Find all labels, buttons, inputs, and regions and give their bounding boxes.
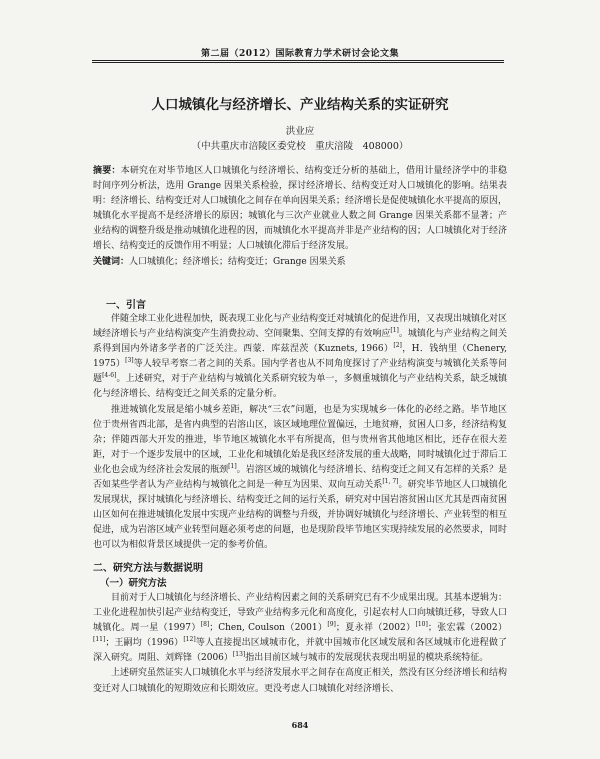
header-rule-top	[92, 60, 504, 61]
intro-paragraph-2	[93, 403, 507, 554]
keywords-label: 关键词：	[93, 256, 130, 267]
methods-p1-text-g: 指出目前区域与城市的发展现状表现出明显的模块系统特征。	[245, 653, 489, 664]
page-number: 684	[291, 720, 309, 730]
citation-ref: [1]	[390, 327, 399, 335]
abstract-block	[93, 164, 507, 270]
citation-ref: [10]	[415, 621, 428, 629]
methods-p1-text-b: ；Chen, Coulson（2001）	[209, 623, 328, 634]
intro-p1-text-b: 。城镇化与产业结构之间关系得到国内外诸多学者的广泛关注。西蒙．库兹涅茨（Kuznets, 1966）	[93, 329, 507, 355]
intro-p2-text-b: 。岩溶区域的城镇化与经济增长、结构变迁之间又有怎样的关系？是否如某些学者认为产业结构与城镇化之间是一种互为因果、双向互动关系	[93, 464, 507, 491]
citation-ref: [4-6]	[102, 372, 117, 380]
abstract-text: 本研究在对毕节地区人口城镇化与经济增长、结构变迁分析的基础上，借用计量经济学中的非稳时间序列分析法，选用 Grange 因果关系检验，探讨经济增长、结构变迁对人口城镇化的影响。结果表明：经济增长、结构变迁对人口城镇化之间存在单向因果关系；经济增长是促使城镇化水平提高的原因，城镇化水平提高不是经济增长的原因；城镇化与三次产业就业人数之间 Grange 因果关系都不显著；产业结构的调整升级是推动城镇化进程的因，而城镇化水平提高并非是产业结构的因；人口城镇化对于经济增长、结构变迁的反馈作用不明显；人口城镇化滞后于经济发展。	[93, 166, 508, 252]
methods-body	[93, 591, 507, 697]
citation-ref: [1]	[228, 462, 237, 470]
running-head: 第二届（2012）国际教育力学术研讨会论文集	[200, 49, 400, 59]
citation-ref: [9]	[327, 621, 336, 629]
abstract-label: 摘要：	[93, 166, 121, 176]
intro-p2-text-a: 推进城镇化发展是缩小城乡差距，解决“三农”问题，也是为实现城乡一体化的必经之路。毕节地区位于贵州省西北部，是省内典型的岩溶山区，该区域地理位置偏远，土地贫瘠，贫困人口多，经济结构复杂；伴随西部大开发的推进，毕节地区城镇化水平有所提高，但与贵州省其他地区相比，还存在很大差距，对于一个逐步发展中的区域，工业化和城镇化始是我区经济发展的重大战略，同时城镇化过于滞后工业化也会成为经济社会发展的瓶颈	[93, 404, 508, 475]
citation-ref: [3]	[125, 357, 134, 365]
methods-paragraph-1	[93, 591, 507, 666]
citation-ref: [12]	[183, 636, 196, 644]
header-rule-bottom	[92, 62, 504, 63]
intro-p2-text-c: 。研究毕节地区人口城镇化发展现状，探讨城镇化与经济增长、结构变迁之间的运行关系，研究对中国岩溶贫困山区尤其是西南贫困山区如何在推进城镇化发展中实现产业结构的调整与升级，并协调好城镇化与经济增长、产业转型的相互促进，成为岩溶区域产业转型问题必须考虑的问题，也是现阶段毕节地区实现持续发展的必然要求，同时也可以为相似背景区域提供一定的参考价值。	[93, 480, 508, 551]
intro-p1-text-c: ，H．钱纳里（Chenery, 1975）	[93, 344, 507, 370]
intro-p1-text-e: 。上述研究，对于产业结构与城镇化关系研究较为单一，多侧重城镇化与产业结构关系，缺乏城镇化与经济增长、结构变迁之间关系的定量分析。	[93, 374, 507, 400]
citation-ref: [11]	[93, 636, 106, 644]
intro-body	[93, 312, 507, 554]
keywords-paragraph	[93, 255, 507, 270]
methods-p1-text-c: ；夏永祥（2002）	[335, 623, 416, 634]
methods-p1-text-e: ；王嗣均（1996）	[105, 638, 184, 649]
keywords-text: 人口城镇化；经济增长；结构变迁；Grange 因果关系	[129, 256, 346, 267]
methods-paragraph-2: 上述研究虽然证实人口城镇化水平与经济发展水平之间存在高度正相关，然没有区分经济增长和结构变迁对人口城镇化的短期效应和长期效应。更没考虑人口城镇化对经济增长、	[93, 668, 508, 694]
subsection-heading-methods: （一）研究方法	[100, 578, 167, 589]
citation-ref: [1, 7]	[382, 478, 399, 486]
citation-ref: [13]	[232, 651, 246, 659]
section-heading-methods: 二、研究方法与数据说明	[93, 563, 203, 574]
section-heading-intro: 一、引言	[106, 300, 146, 311]
citation-ref: [2]	[393, 342, 402, 350]
citation-ref: [8]	[200, 621, 210, 629]
intro-p1-text-d: 等人较早考察二者之间的关系。国内学者也从不同角度探讨了产业结构演变与城镇化关系等问题	[93, 359, 507, 385]
paper-title: 人口城镇化与经济增长、产业结构关系的实证研究	[151, 97, 449, 113]
author-affiliation: （中共重庆市涪陵区委党校 重庆涪陵 408000）	[191, 141, 409, 152]
author-name: 洪业应	[285, 126, 315, 137]
methods-p1-text-d: ；张宏霖（2002）	[427, 623, 508, 634]
abstract-paragraph	[93, 164, 507, 255]
intro-p1-text-a: 伴随全球工业化进程加快，既表现工业化与产业结构变迁对城镇化的促进作用，又表现出城镇化对区域经济增长与产业结构演变产生消费拉动、空间聚集、空间支撑的有效响应	[93, 314, 508, 340]
methods-p1-text-f: 等人直接提出区域城市化，并就中国城市化区域发展和各区域城市化进程做了深入研究。周阻、刘辉锋（2006）	[93, 638, 507, 664]
methods-p1-text-a: 目前对于人口城镇化与经济增长、产业结构因素之间的关系研究已有不少成果出现。其基本逻辑为：工业化进程加快引起产业结构变迁，导致产业结构多元化和高度化，引起农村人口向城镇迁移，导致人口城镇化。周一星（1997）	[93, 593, 508, 634]
intro-paragraph-1	[93, 312, 507, 403]
